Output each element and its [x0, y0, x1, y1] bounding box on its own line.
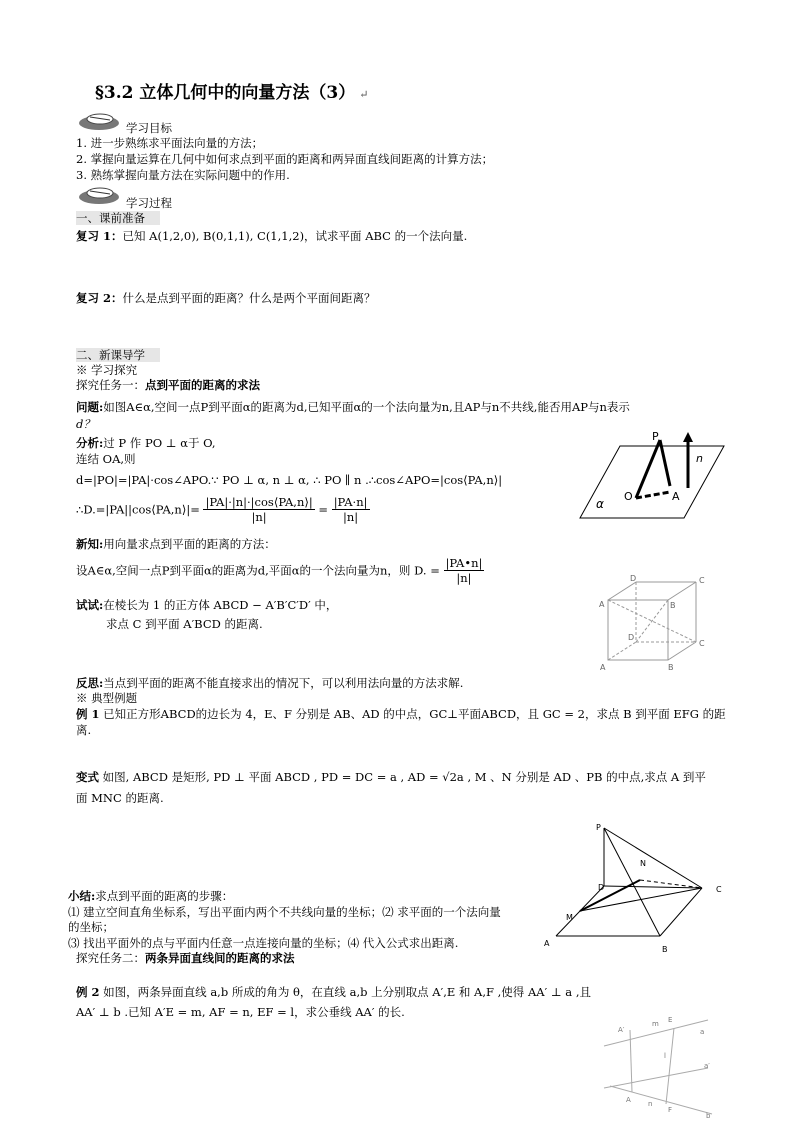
fig1-label-n: n — [696, 452, 703, 465]
process-heading: 学习过程 — [126, 196, 172, 210]
process-icon — [76, 185, 122, 205]
new-knowledge-formula: 设A∈α,空间一点P到平面α的距离为d,平面α的一个法向量为n，则 D. = $\frac{|PA•n|}{|n|}$ — [76, 556, 483, 585]
fig4-label: A — [626, 1096, 631, 1104]
figure-skew-lines — [600, 1010, 718, 1120]
goals-heading: 学习目标 — [126, 121, 172, 135]
goal-item: 3. 熟练掌握向量方法在实际问题中的作用. — [76, 168, 290, 182]
goal-item: 1. 进一步熟练求平面法向量的方法； — [76, 136, 264, 150]
figure-point-plane — [578, 428, 728, 524]
fig2-label: A — [600, 663, 606, 672]
task1-heading: 探究任务一：点到平面的距离的求法 — [76, 378, 260, 392]
fig4-label: m — [652, 1020, 659, 1028]
example2-line2: AA′ ⊥ b .已知 A′E = m, AF = n, EF = l，求公垂线 AA′ 的长. — [76, 1005, 405, 1019]
try-line2: 求点 C 到平面 A′BCD 的距离. — [106, 617, 263, 631]
fig2-label: D — [630, 574, 637, 583]
problem-line: 问题:如图A∈α,空间一点P到平面α的距离为d,已知平面α的一个法向量为n,且AP与n不共线,能否用AP与n表示 — [76, 400, 630, 414]
fig4-label: a′ — [704, 1062, 710, 1070]
example2-line1: 例 2 如图，两条异面直线 a,b 所成的角为 θ，在直线 a,b 上分别取点 A′,E 和 A,F ,使得 AA′ ⊥ a ,且 — [76, 985, 591, 999]
summary-step: 的坐标； — [68, 920, 114, 934]
new-knowledge: 新知:用向量求点到平面的距离的方法： — [76, 537, 276, 551]
analysis-line2: 连结 OA,则 — [76, 452, 136, 466]
reflection: 反思:当点到平面的距离不能直接求出的情况下，可以利用法向量的方法求解. — [76, 676, 464, 690]
fig3-label: D — [598, 883, 605, 892]
explore-heading: ※ 学习探究 — [76, 363, 138, 377]
formula-D: ∴D.=|PA||cos⟨PA,n⟩|= $\frac{|PA|\cdot|n|\cdot|\cos⟨PA,n⟩|}{|n|}$ = $\frac{|PA\cdot n|}{|n|}$ — [76, 495, 368, 524]
fig4-label: E — [668, 1016, 673, 1024]
figure-pyramid — [540, 818, 730, 958]
page-title: §3.2 立体几何中的向量方法（3） ↵ — [95, 83, 369, 103]
fig1-label-p: P — [652, 430, 659, 443]
variation-line2: 面 MNC 的距离. — [76, 791, 164, 805]
problem-line2: d？ — [76, 417, 95, 431]
review1: 复习 1：已知 A(1,2,0), B(0,1,1), C(1,1,2)，试求平面 ABC 的一个法向量. — [76, 229, 468, 243]
example1-line1: 例 1 已知正方形ABCD的边长为 4，E、F 分别是 AB、AD 的中点，GC⊥平面ABCD，且 GC = 2，求点 B 到平面 EFG 的距 — [76, 707, 726, 721]
part2-heading: 二、新课导学 — [76, 348, 160, 362]
fig1-label-alpha: α — [596, 497, 604, 511]
formula-d: d=|PO|=|PA|·cos∠APO.∵ PO ⊥ α, n ⊥ α, ∴ PO ∥ n .∴cos∠APO=|cos⟨PA,n⟩| — [76, 473, 503, 487]
goal-item: 2. 掌握向量运算在几何中如何求点到平面的距离和两异面直线间距离的计算方法； — [76, 152, 494, 166]
fig3-label: P — [596, 823, 601, 832]
fig1-label-a: A — [672, 490, 680, 503]
fig1-label-o: O — [624, 490, 633, 503]
fig2-label: D — [628, 633, 635, 642]
typical-heading: ※ 典型例题 — [76, 691, 138, 705]
fig4-label: F — [668, 1106, 673, 1114]
fig2-label: B — [668, 663, 674, 672]
fig4-label: n — [648, 1100, 653, 1108]
summary-step: ⑶ 找出平面外的点与平面内任意一点连接向量的坐标；⑷ 代入公式求出距离. — [68, 936, 459, 950]
analysis-line1: 分析:过 P 作 PO ⊥ α于 O, — [76, 436, 216, 450]
fig2-label: A — [599, 600, 605, 609]
part1-heading: 一、课前准备 — [76, 211, 160, 225]
fig4-label: a — [700, 1028, 705, 1036]
task2-heading: 探究任务二：两条异面直线间的距离的求法 — [76, 951, 295, 965]
fig3-label: B — [662, 945, 668, 954]
variation-line1: 变式 如图, ABCD 是矩形, PD ⊥ 平面 ABCD , PD = DC = a , AD = √2a , M 、N 分别是 AD 、PB 的中点,求点 A 到平 — [76, 770, 706, 784]
fig4-label: A′ — [618, 1026, 625, 1034]
fig4-label: l — [664, 1052, 666, 1060]
figure-cube — [598, 574, 718, 674]
fig3-label: A — [544, 939, 550, 948]
example1-line2: 离. — [76, 723, 92, 737]
fig3-label: M — [566, 913, 573, 922]
fig2-label: B — [670, 601, 676, 610]
review2: 复习 2：什么是点到平面的距离？什么是两个平面间距离？ — [76, 291, 376, 305]
goals-icon — [76, 111, 122, 131]
fig3-label: C — [716, 885, 722, 894]
fig3-label: N — [640, 859, 646, 868]
summary-step: ⑴ 建立空间直角坐标系，写出平面内两个不共线向量的坐标；⑵ 求平面的一个法向量 — [68, 905, 501, 919]
try-line1: 试试:在棱长为 1 的正方体 ABCD − A′B′C′D′ 中， — [76, 598, 338, 612]
summary-heading: 小结:求点到平面的距离的步骤： — [68, 889, 234, 903]
fig2-label: C — [699, 576, 705, 585]
fig4-label: b — [706, 1112, 711, 1120]
fig2-label: C — [699, 639, 705, 648]
